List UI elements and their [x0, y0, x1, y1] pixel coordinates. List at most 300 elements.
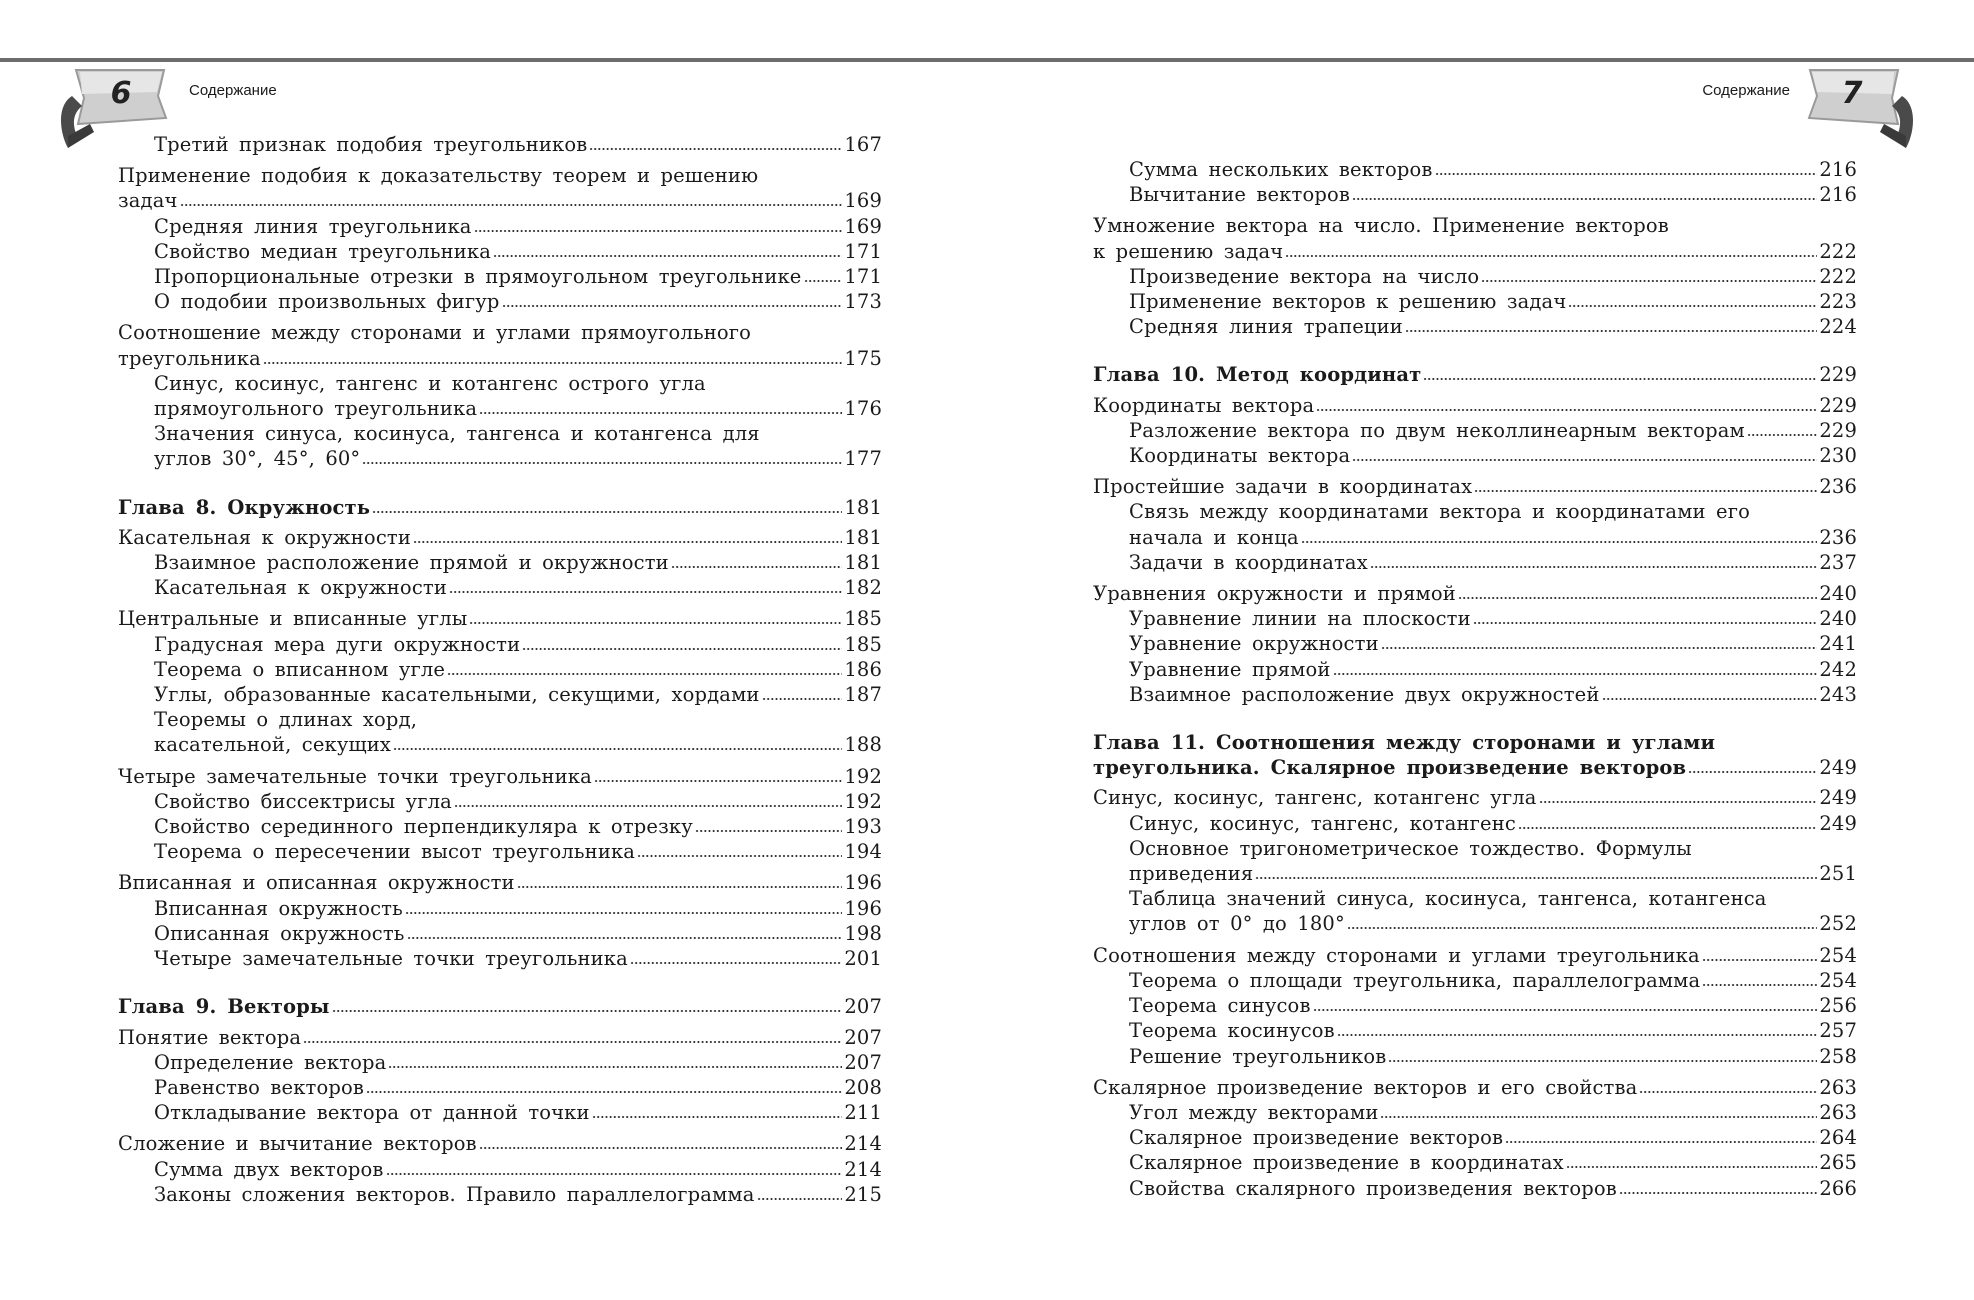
toc-subsection-entry: [1093, 1044, 1857, 1069]
dot-leader: [1380, 1113, 1817, 1119]
toc-entry-line: [1093, 785, 1857, 810]
toc-entry-title: касательной, секущих: [154, 733, 392, 757]
toc-subsection-entry: [1093, 443, 1857, 468]
toc-entry-line: [154, 1100, 882, 1125]
toc-entry-title: Четыре замечательные точки треугольника: [118, 764, 592, 788]
toc-entry-title: приведения: [1129, 862, 1254, 886]
toc-entry-page-number: 211: [844, 1101, 882, 1125]
toc-section-entry: [118, 764, 882, 789]
dot-leader: [1473, 619, 1818, 625]
toc-entry-line: [154, 264, 882, 289]
running-head-left: Содержание: [189, 82, 277, 99]
dot-leader: [1702, 956, 1818, 962]
toc-entry-title: Сумма двух векторов: [154, 1157, 384, 1181]
toc-subsection-entry: [118, 839, 882, 864]
toc-entry-title: Свойства скалярного произведения векторов: [1129, 1176, 1617, 1200]
toc-subsection-entry: [118, 214, 882, 239]
dot-leader: [1388, 1057, 1817, 1063]
dot-leader: [413, 538, 842, 544]
toc-subsection-entry: [1093, 418, 1857, 443]
page-number-badge-right: [1795, 62, 1920, 154]
toc-entry-title: Касательная к окружности: [118, 525, 411, 549]
toc-entry-line: [1093, 474, 1857, 499]
dot-leader: [447, 670, 842, 676]
dot-leader: [1747, 431, 1818, 437]
toc-entry-page-number: 207: [844, 1025, 882, 1049]
dot-leader: [1474, 487, 1817, 493]
dot-leader: [1481, 277, 1817, 283]
toc-entry-line: [1129, 993, 1857, 1018]
toc-entry-line: [154, 1050, 882, 1075]
toc-entry-line: [1093, 239, 1857, 264]
toc-entry-title: Простейшие задачи в координатах: [1093, 475, 1473, 499]
toc-entry-line: [1129, 182, 1857, 207]
toc-entry-line: [118, 994, 882, 1019]
toc-subsection-entry: [118, 896, 882, 921]
dot-leader: [1313, 1006, 1818, 1012]
toc-subsection-entry: [1093, 499, 1857, 549]
toc-subsection-entry: [1093, 606, 1857, 631]
dot-leader: [449, 588, 842, 594]
toc-entry-title: Свойство медиан треугольника: [154, 239, 492, 263]
toc-section-entry: [118, 1131, 882, 1156]
toc-entry-line: [1129, 606, 1857, 631]
toc-subsection-entry: [1093, 968, 1857, 993]
toc-section-entry: [118, 163, 882, 213]
toc-entry-title: Уравнение прямой: [1129, 657, 1331, 681]
toc-entry-title: Взаимное расположение прямой и окружности: [154, 551, 669, 575]
toc-subsection-entry: [118, 1050, 882, 1075]
toc-entry-line: [154, 214, 882, 239]
toc-entry-line: [118, 1131, 882, 1156]
dot-leader: [592, 1113, 843, 1119]
toc-subsection-entry: [1093, 1125, 1857, 1150]
toc-subsection-entry: [118, 632, 882, 657]
top-rule: [0, 58, 1974, 62]
dot-leader: [594, 777, 842, 783]
toc-entry-title: Пропорциональные отрезки в прямоугольном треугольнике: [154, 265, 802, 289]
toc-entry-title: Применение векторов к решению задач: [1129, 290, 1567, 314]
toc-subsection-entry: [118, 371, 882, 421]
dot-leader: [1602, 695, 1818, 701]
toc-subsection-entry: [1093, 157, 1857, 182]
toc-entry-page-number: 181: [844, 525, 882, 549]
toc-entry-title: Координаты вектора: [1093, 393, 1315, 417]
dot-leader: [1301, 538, 1818, 544]
toc-entry-title: Теорема синусов: [1129, 994, 1311, 1018]
toc-subsection-entry: [118, 132, 882, 157]
toc-entry-page-number: 240: [1819, 582, 1857, 606]
toc-entry-page-number: 264: [1819, 1126, 1857, 1150]
toc-entry-title: Глава 8. Окружность: [118, 495, 371, 519]
toc-entry-line: [154, 550, 882, 575]
toc-entry-title-line: Соотношение между сторонами и углами прямоугольного: [118, 321, 752, 345]
toc-section-entry: [118, 1025, 882, 1050]
toc-section-entry: [1093, 393, 1857, 418]
toc-entry-title: треугольника. Скалярное произведение векторов: [1093, 756, 1687, 780]
dot-leader: [517, 883, 843, 889]
toc-entry-page-number: 187: [844, 683, 882, 707]
dot-leader: [1285, 252, 1817, 258]
toc-entry-page-number: 265: [1819, 1151, 1857, 1175]
toc-entry-title: Координаты вектора: [1129, 444, 1351, 468]
toc-entry-page-number: 263: [1819, 1100, 1857, 1124]
dot-leader: [1347, 924, 1817, 930]
toc-entry-title: Свойство серединного перпендикуляра к отрезку: [154, 815, 693, 839]
dot-leader: [1381, 644, 1818, 650]
toc-entry-line: [154, 732, 882, 757]
toc-entry-line: [118, 495, 882, 520]
dot-leader: [671, 563, 842, 569]
toc-entry-page-number: 175: [844, 346, 882, 370]
toc-subsection-entry: [118, 921, 882, 946]
toc-entry-page-number: 181: [844, 551, 882, 575]
toc-subsection-entry: [118, 1157, 882, 1182]
toc-chapter-entry: [118, 495, 882, 520]
toc-entry-line: [1129, 1044, 1857, 1069]
toc-entry-page-number: 266: [1819, 1176, 1857, 1200]
toc-entry-line: [1129, 1150, 1857, 1175]
toc-entry-page-number: 237: [1819, 550, 1857, 574]
toc-entry-title: Угол между векторами: [1129, 1100, 1379, 1124]
running-head-right: Содержание: [1702, 82, 1790, 99]
toc-subsection-entry: [118, 421, 882, 471]
toc-entry-title: Средняя линия треугольника: [154, 214, 472, 238]
toc-entry-page-number: 224: [1819, 315, 1857, 339]
toc-entry-page-number: 254: [1819, 968, 1857, 992]
toc-subsection-entry: [1093, 836, 1857, 886]
toc-subsection-entry: [118, 789, 882, 814]
toc-entry-page-number: 216: [1819, 158, 1857, 181]
toc-entry-line: [1129, 1100, 1857, 1125]
toc-entry-title: Синус, косинус, тангенс, котангенс: [1129, 811, 1516, 835]
toc-entry-title: Определение вектора: [154, 1050, 387, 1074]
toc-subsection-entry: [118, 657, 882, 682]
toc-entry-page-number: 182: [844, 576, 882, 600]
toc-entry-page-number: 236: [1819, 475, 1857, 499]
toc-entry-title: Уравнение окружности: [1129, 632, 1379, 656]
toc-entry-title: Скалярное произведение в координатах: [1129, 1151, 1564, 1175]
toc-subsection-entry: [118, 550, 882, 575]
dot-leader: [303, 1038, 842, 1044]
toc-entry-page-number: 207: [844, 995, 882, 1019]
toc-entry-page-number: 222: [1819, 264, 1857, 288]
dot-leader: [1639, 1088, 1817, 1094]
toc-entry-page-number: 201: [844, 947, 882, 971]
toc-subsection-entry: [1093, 1150, 1857, 1175]
toc-section-entry: [118, 320, 882, 370]
toc-subsection-entry: [1093, 682, 1857, 707]
toc-entry-title: Произведение вектора на число: [1129, 264, 1480, 288]
dot-leader: [405, 909, 842, 915]
toc-entry-title: Глава 9. Векторы: [118, 995, 330, 1019]
toc-entry-title: Уравнения окружности и прямой: [1093, 582, 1456, 606]
dot-leader: [407, 934, 843, 940]
toc-column-left: [118, 132, 882, 1207]
page-number-right: 7: [1841, 76, 1863, 111]
toc-subsection-entry: [1093, 289, 1857, 314]
toc-entry-title: Откладывание вектора от данной точки: [154, 1101, 590, 1125]
toc-entry-page-number: 214: [844, 1157, 882, 1181]
toc-entry-page-number: 256: [1819, 994, 1857, 1018]
dot-leader: [372, 508, 842, 514]
toc-subsection-entry: [1093, 182, 1857, 207]
toc-entry-page-number: 192: [844, 789, 882, 813]
dot-leader: [493, 252, 842, 258]
toc-entry-title: углов от 0° до 180°: [1129, 912, 1345, 936]
dot-leader: [386, 1170, 843, 1176]
toc-entry-page-number: 185: [844, 607, 882, 631]
toc-column-right: [1093, 157, 1857, 1201]
toc-entry-line: [154, 289, 882, 314]
dot-leader: [1566, 1163, 1818, 1169]
toc-entry-title-line: Умножение вектора на число. Применение векторов: [1093, 214, 1669, 238]
toc-entry-line: [154, 446, 882, 471]
toc-entry-line: [1129, 418, 1857, 443]
toc-subsection-entry: [118, 946, 882, 971]
toc-entry-title: Скалярное произведение векторов: [1129, 1126, 1504, 1150]
toc-entry-line: [154, 921, 882, 946]
toc-entry-page-number: 171: [844, 265, 882, 289]
toc-entry-title: Центральные и вписанные углы: [118, 607, 468, 631]
dot-leader: [362, 459, 842, 465]
toc-entry-line: [1093, 943, 1857, 968]
toc-entry-title: Сложение и вычитание векторов: [118, 1132, 477, 1156]
toc-subsection-entry: [118, 1100, 882, 1125]
toc-entry-page-number: 171: [844, 239, 882, 263]
toc-entry-page-number: 185: [844, 632, 882, 656]
toc-entry-page-number: 263: [1819, 1075, 1857, 1099]
toc-entry-page-number: 243: [1819, 682, 1857, 706]
toc-entry-title: Касательная к окружности: [154, 576, 447, 600]
toc-subsection-entry: [1093, 1100, 1857, 1125]
toc-entry-page-number: 222: [1819, 239, 1857, 263]
toc-entry-title: Теорема о площади треугольника, параллелограмма: [1129, 968, 1701, 992]
toc-subsection-entry: [1093, 1176, 1857, 1201]
toc-subsection-entry: [118, 682, 882, 707]
toc-entry-page-number: 186: [844, 657, 882, 681]
toc-entry-page-number: 208: [844, 1075, 882, 1099]
dot-leader: [589, 145, 842, 151]
dot-leader: [1568, 302, 1817, 308]
toc-entry-title: Понятие вектора: [118, 1025, 302, 1049]
toc-entry-page-number: 242: [1819, 657, 1857, 681]
toc-entry-line: [1093, 1075, 1857, 1100]
dot-leader: [388, 1063, 842, 1069]
toc-entry-title: начала и конца: [1129, 525, 1299, 549]
toc-entry-line: [1129, 911, 1857, 936]
toc-entry-page-number: 257: [1819, 1019, 1857, 1043]
toc-entry-line: [118, 1025, 882, 1050]
dot-leader: [757, 1195, 843, 1201]
toc-entry-title-line: Связь между координатами вектора и координатами его: [1129, 500, 1750, 524]
toc-entry-title: Разложение вектора по двум неколлинеарным векторам: [1129, 418, 1745, 442]
toc-entry-title-line: Значения синуса, косинуса, тангенса и котангенса для: [154, 422, 760, 446]
dot-leader: [1255, 874, 1817, 880]
toc-entry-line: [154, 814, 882, 839]
toc-subsection-entry: [1093, 264, 1857, 289]
toc-entry-line: [154, 132, 882, 157]
toc-subsection-entry: [118, 575, 882, 600]
toc-entry-line: [1093, 581, 1857, 606]
dot-leader: [695, 827, 842, 833]
toc-chapter-entry: [1093, 730, 1857, 780]
toc-entry-title-line: Синус, косинус, тангенс и котангенс острого угла: [154, 371, 706, 395]
toc-entry-title: Равенство векторов: [154, 1075, 365, 1099]
toc-chapter-entry: [118, 994, 882, 1019]
toc-entry-title: углов 30°, 45°, 60°: [154, 447, 361, 471]
toc-entry-title: задач: [118, 189, 178, 213]
toc-entry-line: [154, 789, 882, 814]
toc-entry-line: [1129, 264, 1857, 289]
toc-entry-line: [154, 682, 882, 707]
dot-leader: [502, 302, 843, 308]
toc-entry-page-number: 207: [844, 1050, 882, 1074]
toc-entry-line: [1129, 1176, 1857, 1201]
toc-entry-page-number: 177: [844, 447, 882, 471]
toc-entry-title: треугольника: [118, 346, 261, 370]
toc-entry-line: [1129, 1125, 1857, 1150]
toc-entry-page-number: 215: [844, 1182, 882, 1206]
dot-leader: [1352, 456, 1817, 462]
toc-entry-line: [1129, 157, 1857, 182]
toc-entry-page-number: 214: [844, 1132, 882, 1156]
toc-entry-line: [154, 1157, 882, 1182]
toc-entry-title: прямоугольного треугольника: [154, 397, 478, 421]
toc-section-entry: [118, 870, 882, 895]
toc-entry-page-number: 192: [844, 764, 882, 788]
toc-entry-page-number: 251: [1819, 862, 1857, 886]
dot-leader: [1619, 1189, 1817, 1195]
toc-entry-page-number: 229: [1819, 393, 1857, 417]
toc-section-entry: [1093, 474, 1857, 499]
toc-entry-line: [1093, 755, 1857, 780]
dot-leader: [1702, 981, 1817, 987]
toc-chapter-entry: [1093, 362, 1857, 387]
dot-leader: [804, 277, 843, 283]
toc-entry-page-number: 249: [1819, 811, 1857, 835]
dot-leader: [1505, 1138, 1817, 1144]
toc-entry-title: Вычитание векторов: [1129, 183, 1351, 207]
toc-entry-page-number: 196: [844, 896, 882, 920]
dot-leader: [1352, 195, 1817, 201]
toc-entry-line: [1093, 393, 1857, 418]
toc-entry-line: [154, 1075, 882, 1100]
toc-entry-line: [154, 839, 882, 864]
toc-section-entry: [1093, 943, 1857, 968]
dot-leader: [1316, 406, 1817, 412]
toc-section-entry: [1093, 785, 1857, 810]
toc-entry-page-number: 167: [844, 133, 882, 156]
toc-entry-line: [1129, 682, 1857, 707]
toc-entry-title: к решению задач: [1093, 239, 1284, 263]
toc-entry-page-number: 176: [844, 397, 882, 421]
toc-entry-line: [118, 764, 882, 789]
toc-entry-line: [1129, 289, 1857, 314]
toc-entry-line: [154, 396, 882, 421]
toc-subsection-entry: [1093, 314, 1857, 339]
toc-entry-page-number: 229: [1819, 363, 1857, 387]
toc-entry-line: [118, 188, 882, 213]
toc-entry-line: [154, 632, 882, 657]
toc-entry-line: [1129, 314, 1857, 339]
toc-entry-line: [154, 896, 882, 921]
toc-entry-page-number: 194: [844, 840, 882, 864]
toc-subsection-entry: [118, 264, 882, 289]
toc-entry-title: Сумма нескольких векторов: [1129, 158, 1433, 181]
toc-entry-page-number: 198: [844, 921, 882, 945]
toc-subsection-entry: [1093, 811, 1857, 836]
toc-entry-line: [1129, 968, 1857, 993]
toc-entry-title: Средняя линия трапеции: [1129, 315, 1403, 339]
toc-entry-title: Теорема косинусов: [1129, 1019, 1335, 1043]
toc-subsection-entry: [118, 239, 882, 264]
toc-entry-line: [118, 870, 882, 895]
dot-leader: [522, 645, 842, 651]
dot-leader: [1539, 798, 1818, 804]
toc-entry-page-number: 229: [1819, 418, 1857, 442]
toc-entry-title: Синус, косинус, тангенс, котангенс угла: [1093, 786, 1537, 810]
toc-entry-title: Глава 10. Метод координат: [1093, 363, 1422, 387]
toc-entry-title: Скалярное произведение векторов и его свойства: [1093, 1075, 1638, 1099]
toc-entry-title: Вписанная и описанная окружности: [118, 871, 515, 895]
toc-entry-title: Взаимное расположение двух окружностей: [1129, 682, 1600, 706]
toc-subsection-entry: [118, 289, 882, 314]
toc-entry-line: [1129, 631, 1857, 656]
page-number-left: 6: [110, 76, 132, 111]
toc-entry-line: [1129, 657, 1857, 682]
toc-entry-line: [118, 606, 882, 631]
dot-leader: [630, 959, 842, 965]
toc-subsection-entry: [118, 707, 882, 757]
dot-leader: [366, 1088, 842, 1094]
toc-entry-page-number: 169: [844, 214, 882, 238]
toc-entry-line: [1129, 525, 1857, 550]
toc-entry-page-number: 249: [1819, 786, 1857, 810]
toc-entry-title: Градусная мера дуги окружности: [154, 632, 521, 656]
toc-entry-title: Четыре замечательные точки треугольника: [154, 947, 628, 971]
toc-entry-title: Решение треугольников: [1129, 1044, 1387, 1068]
dot-leader: [1435, 170, 1818, 176]
toc-entry-title: Уравнение линии на плоскости: [1129, 607, 1471, 631]
toc-entry-title-line: Применение подобия к доказательству теорем и решению: [118, 164, 759, 188]
toc-entry-line: [1129, 861, 1857, 886]
dot-leader: [263, 359, 842, 365]
toc-entry-title: Законы сложения векторов. Правило параллелограмма: [154, 1182, 755, 1206]
toc-entry-line: [1093, 362, 1857, 387]
toc-entry-title: Описанная окружность: [154, 921, 405, 945]
dot-leader: [1337, 1031, 1818, 1037]
toc-subsection-entry: [1093, 993, 1857, 1018]
toc-entry-page-number: 240: [1819, 607, 1857, 631]
toc-entry-title-line: Основное тригонометрическое тождество. Формулы: [1129, 836, 1692, 860]
toc-entry-title: Задачи в координатах: [1129, 550, 1368, 574]
toc-entry-page-number: 236: [1819, 525, 1857, 549]
dot-leader: [762, 695, 843, 701]
toc-entry-page-number: 249: [1819, 756, 1857, 780]
toc-entry-line: [1129, 550, 1857, 575]
toc-entry-line: [154, 575, 882, 600]
toc-entry-title: Углы, образованные касательными, секущими, хордами: [154, 683, 760, 707]
toc-entry-page-number: 173: [844, 290, 882, 314]
dot-leader: [393, 745, 842, 751]
toc-entry-line: [154, 1182, 882, 1207]
dot-leader: [454, 802, 842, 808]
toc-entry-line: [1129, 811, 1857, 836]
dot-leader: [1688, 768, 1817, 774]
toc-entry-page-number: 241: [1819, 632, 1857, 656]
toc-subsection-entry: [1093, 631, 1857, 656]
